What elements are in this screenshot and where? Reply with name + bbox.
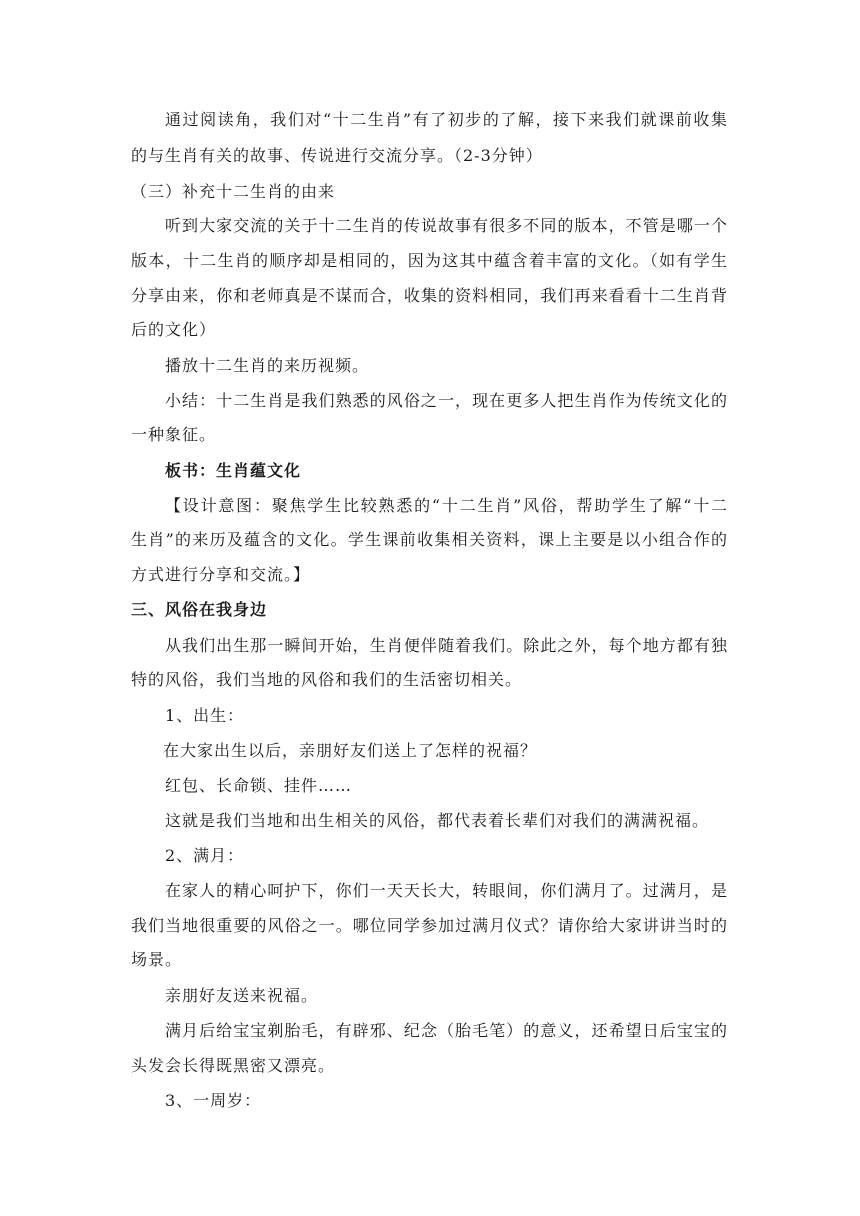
paragraph-line: 头发会长得既黑密又漂亮。: [131, 1056, 336, 1075]
blackboard-note: 板书：生肖蕴文化: [165, 461, 302, 480]
paragraph-line: 从我们出生那一瞬间开始，生肖便伴随着我们。除此之外，每个地方都有独: [165, 636, 728, 655]
design-intent-line: 生肖”的来历及蕴含的文化。学生课前收集相关资料，课上主要是以小组合作的: [131, 530, 728, 549]
paragraph-line: 场景。: [131, 950, 183, 969]
subsection-heading: 2、满月：: [165, 846, 245, 865]
section-title: 三、风俗在我身边: [131, 600, 268, 619]
paragraph-line: 通过阅读角，我们对“十二生肖”有了初步的了解，接下来我们就课前收集: [165, 110, 728, 129]
subsection-heading: 3、一周岁：: [165, 1091, 262, 1110]
paragraph-line: 分享由来，你和老师真是不谋而合，收集的资料相同，我们再来看看十二生肖背: [131, 286, 728, 305]
paragraph-line: 亲朋好友送来祝福。: [165, 986, 319, 1005]
paragraph-line: 小结：十二生肖是我们熟悉的风俗之一，现在更多人把生肖作为传统文化的: [165, 391, 728, 410]
paragraph-line: 这就是我们当地和出生相关的风俗，都代表着长辈们对我们的满满祝福。: [165, 811, 710, 830]
subsection-heading: 1、出生：: [165, 706, 245, 725]
paragraph-line: 满月后给宝宝剃胎毛，有辟邪、纪念（胎毛笔）的意义，还希望日后宝宝的: [165, 1021, 728, 1040]
paragraph-line: 红包、长命锁、挂件……: [165, 776, 353, 795]
paragraph-line: 的与生肖有关的故事、传说进行交流分享。（2-3分钟）: [131, 146, 543, 165]
paragraph-line: 播放十二生肖的来历视频。: [165, 356, 370, 375]
paragraph-line: 我们当地很重要的风俗之一。哪位同学参加过满月仪式？请你给大家讲讲当时的: [131, 916, 728, 935]
section-heading: （三）补充十二生肖的由来: [131, 182, 336, 201]
design-intent-line: 方式进行分享和交流。】: [131, 565, 311, 584]
paragraph-line: 在家人的精心呵护下，你们一天天长大，转眼间，你们满月了。过满月，是: [165, 881, 728, 900]
paragraph-line: 特的风俗，我们当地的风俗和我们的生活密切相关。: [131, 670, 523, 689]
paragraph-line: 听到大家交流的关于十二生肖的传说故事有很多不同的版本，不管是哪一个: [165, 216, 728, 235]
paragraph-line: 在大家出生以后，亲朋好友们送上了怎样的祝福？: [163, 741, 538, 760]
paragraph-line: 一种象征。: [131, 425, 217, 444]
paragraph-line: 版本，十二生肖的顺序却是相同的，因为这其中蕴含着丰富的文化。（如有学生: [131, 251, 728, 270]
design-intent-line: 【设计意图：聚焦学生比较熟悉的“十二生肖”风俗，帮助学生了解“十二: [165, 496, 728, 515]
paragraph-line: 后的文化）: [131, 320, 217, 339]
